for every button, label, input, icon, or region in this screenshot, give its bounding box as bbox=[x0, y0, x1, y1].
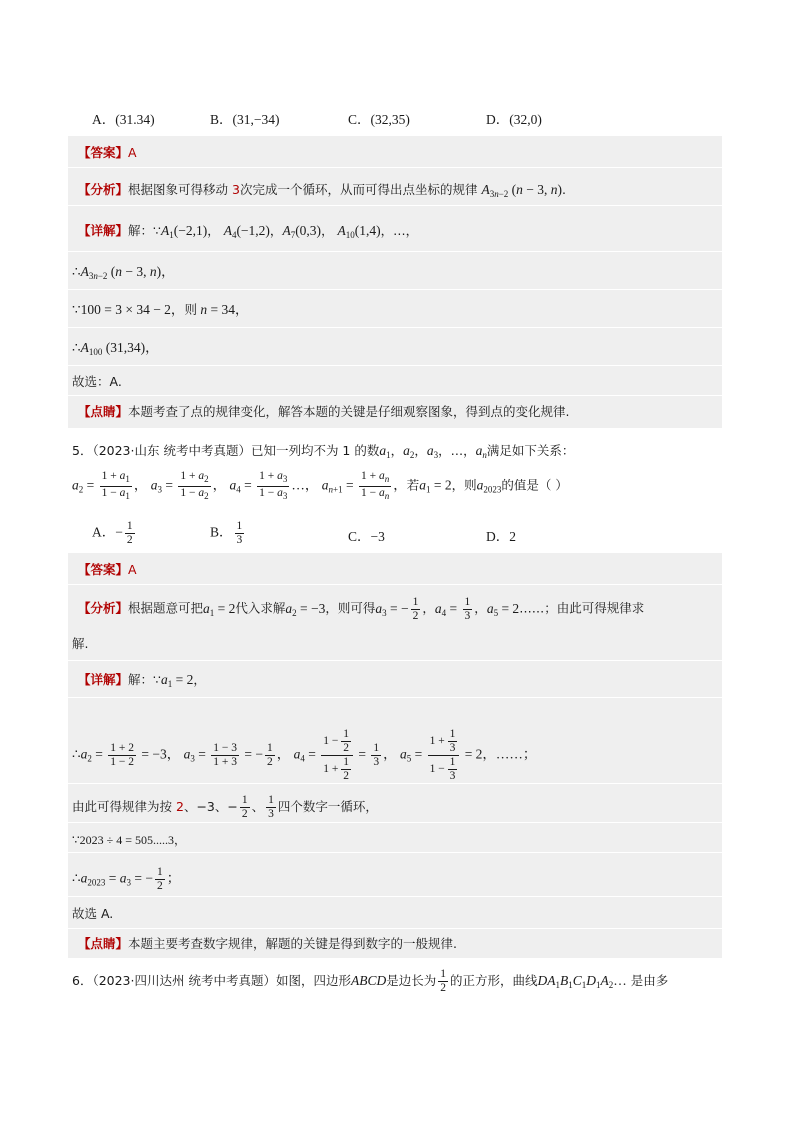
divider bbox=[68, 289, 722, 290]
divider bbox=[68, 783, 722, 784]
q5-detail-line-3: 由此可得规律为按 2、−3、− $\frac{1}{2}$ 、 $\frac{1}{3}$ 四个数字一循环， bbox=[72, 794, 378, 820]
q4-option-b: B．(31,−34) bbox=[210, 112, 280, 127]
divider bbox=[68, 896, 722, 897]
q4-analysis: 【分析】根据图象可得移动 3次完成一个循环，从而可得出点坐标的规律 $A_{3n-2}$ (n − 3, n). bbox=[78, 182, 567, 199]
q5-detail-line-6: 故选 A. bbox=[72, 906, 114, 921]
q5-option-c: C．−3 bbox=[348, 529, 385, 544]
q5-answer: 【答案】A bbox=[78, 562, 137, 577]
divider bbox=[68, 205, 722, 206]
q4-detail-line-5: 故选：A. bbox=[72, 374, 122, 389]
q5-option-a: A．− $\frac{1}{2}$ bbox=[92, 520, 133, 546]
q5-analysis: 【分析】根据题意可把$a_1 = 2$代入求解$a_2 = -3$，则可得$a_3$ = − $\frac{1}{2}$ ，$a_4$ = $\frac{1}{3}$ ，$a_5$ = 2……；由此可得规律求 bbox=[78, 596, 645, 622]
q4-option-c: C．(32,35) bbox=[348, 112, 410, 127]
q5-comment: 【点睛】本题主要考查数字规律，解题的关键是得到数字的一般规律. bbox=[78, 936, 457, 951]
divider bbox=[68, 697, 722, 698]
divider bbox=[68, 584, 722, 585]
q4-option-d: D．(32,0) bbox=[486, 112, 542, 127]
divider bbox=[68, 822, 722, 823]
q5-option-b: B． $\frac{1}{3}$ bbox=[210, 520, 243, 546]
divider bbox=[68, 852, 722, 853]
q4-comment: 【点睛】本题考查了点的规律变化，解答本题的关键是仔细观察图象，得到点的变化规律. bbox=[78, 404, 570, 419]
q5-stem: 5．（2023·山东 统考中考真题）已知一列均不为 1 的数$a_1$，$a_2$，$a_3$，…，$a_n$满足如下关系： bbox=[72, 443, 575, 460]
divider bbox=[68, 327, 722, 328]
q4-option-a: A．(31.34) bbox=[92, 112, 155, 127]
divider bbox=[68, 251, 722, 252]
q4-detail-line-4: $\therefore A_{100}$ (31,34)， bbox=[72, 340, 159, 357]
answer-value: A bbox=[128, 145, 137, 160]
q4-detail-line-1: 【详解】解：$\because A_1(-2,1)$， $A_4(-1,2)$，$A_7(0,3)$， $A_{10}(1,4)$，…， bbox=[78, 223, 419, 240]
divider bbox=[68, 660, 722, 661]
q5-detail-line-1: 【详解】解：$\because a_1 = 2$， bbox=[78, 672, 206, 689]
q4-answer bbox=[78, 143, 137, 164]
divider bbox=[68, 167, 722, 168]
q5-option-d: D．2 bbox=[486, 529, 516, 544]
q4-detail-line-2: $\therefore A_{3n-2}$ (n − 3, n)， bbox=[72, 264, 175, 281]
q5-detail-line-2: $\therefore a_2$ = $\frac{1 + 2}{1 - 2}$ = −3， $a_3$ = $\frac{1 - 3}{1 + 3}$ = − $\frac{1}{2}$ ， $a_4$ = 1 − $\frac{1}{2}$ 1 + $\frac{1}{2}$ = $\frac{1}{3}$ ， $a_5$ = 1 + $\frac{1}{3}$ 1 − $\frac{1}{3}$ = 2，……； bbox=[72, 728, 537, 782]
q4-detail-line-3: ∵100 = 3 × 34 − 2，则 n = 34， bbox=[72, 302, 249, 317]
q5-analysis-cont: 解. bbox=[72, 636, 89, 651]
q5-detail-line-4: ∵2023 ÷ 4 = 505.....3， bbox=[72, 833, 186, 847]
divider bbox=[68, 928, 722, 929]
divider bbox=[68, 365, 722, 366]
q6-stem: 6．（2023·四川达州 统考中考真题）如图，四边形ABCD是边长为 $\frac{1}{2}$ 的正方形，曲线$DA_1B_1C_1D_1A_2\dots$ 是由多 bbox=[72, 968, 669, 994]
q5-detail-line-5: $\therefore a_{2023} = a_3$ = − $\frac{1}{2}$ ； bbox=[72, 866, 181, 892]
divider bbox=[68, 395, 722, 396]
answer-tag: 【答案】 bbox=[78, 145, 129, 160]
q5-relation: $a_2$ = $\frac{1 + a_1}{1 - a_1}$ ， $a_3$ = $\frac{1 + a_2}{1 - a_2}$ ， $a_4$ = $\frac{1 + a_3}{1 - a_3}$ …， $a_{n+1}$ = $\frac{1 + a_n}{1 - a_n}$ ，若$a_1 = 2$，则$a_{2023}$的值是（ ） bbox=[72, 470, 568, 501]
